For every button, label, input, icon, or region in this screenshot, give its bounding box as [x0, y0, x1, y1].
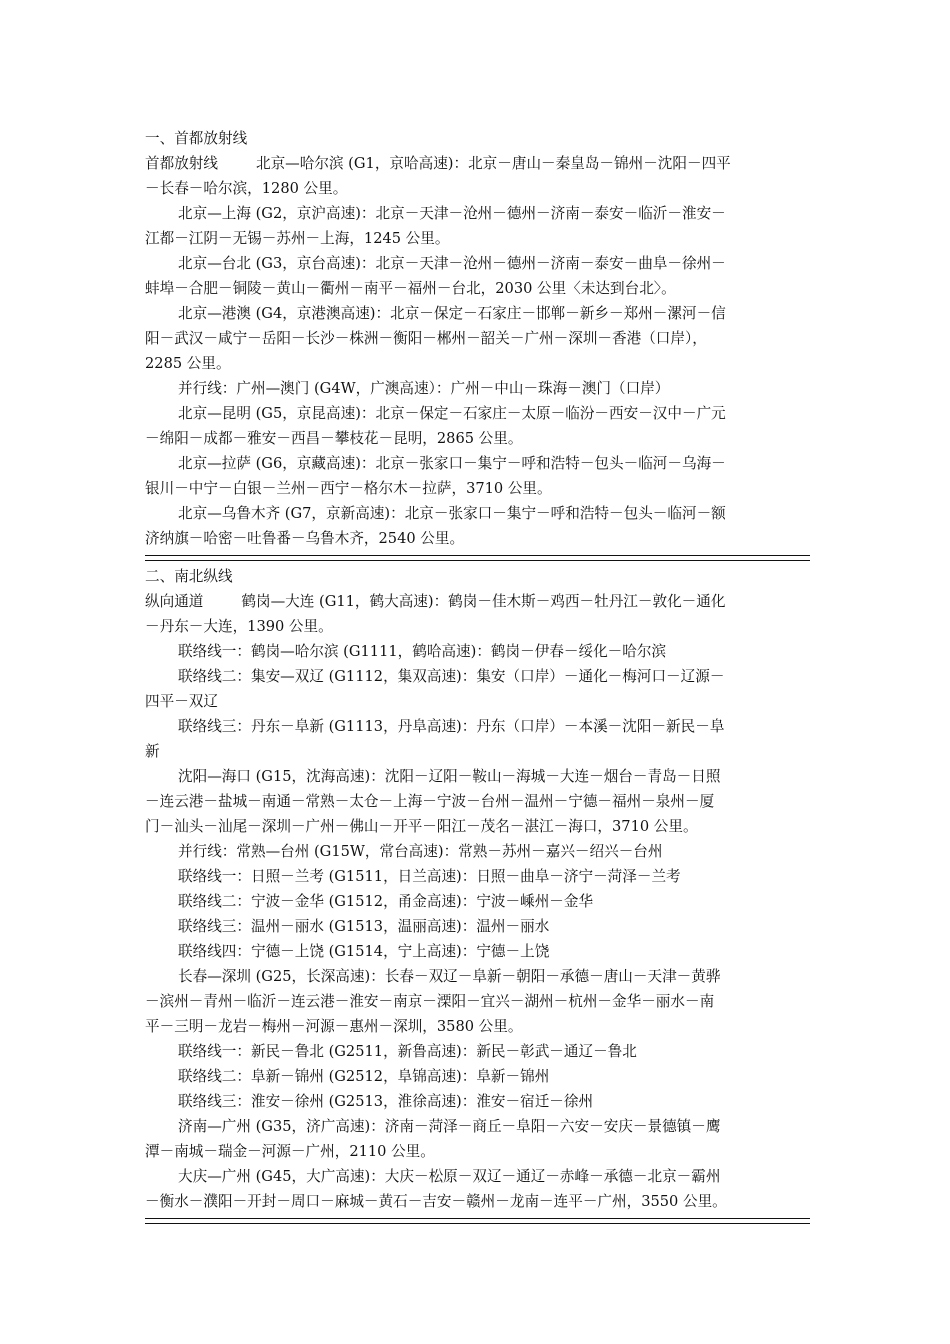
paragraph-line: [145, 589, 810, 614]
paragraph-line: 沈阳—海口 (G15，沈海高速)：沈阳－辽阳－鞍山－海城－大连－烟台－青岛－日照: [178, 768, 721, 785]
paragraph-line: 北京—台北 (G3，京台高速)：北京－天津－沧州－德州－济南－泰安－曲阜－徐州－: [178, 255, 726, 272]
section-lead-label: 首都放射线: [145, 155, 218, 172]
paragraph-line: 联络线三：淮安－徐州 (G2513，淮徐高速)：淮安－宿迁－徐州: [178, 1093, 594, 1110]
paragraph-line: 联络线四：宁德－上饶 (G1514，宁上高速)：宁德－上饶: [178, 943, 550, 960]
route-text: 北京—哈尔滨 (G1，京哈高速)：北京－唐山－秦皇岛－锦州－沈阳－四平: [255, 155, 731, 172]
section-heading: 二、南北纵线: [145, 568, 233, 585]
document-page: [145, 126, 810, 1227]
paragraph-line: 济南—广州 (G35，济广高速)：济南－菏泽－商丘－阜阳－六安－安庆－景德镇－鹰: [178, 1118, 721, 1135]
paragraph-line: 江都－江阴－无锡－苏州－上海，1245 公里。: [145, 230, 450, 247]
paragraph-line: 并行线：广州—澳门 (G4W，广澳高速）：广州－中山－珠海－澳门（口岸）: [178, 380, 670, 397]
paragraph-line: 2285 公里。: [145, 355, 231, 372]
paragraph-line: 联络线一：日照－兰考 (G1511，日兰高速)：日照－曲阜－济宁－菏泽－兰考: [178, 868, 681, 885]
paragraph-line: －丹东－大连，1390 公里。: [145, 618, 333, 635]
paragraph-line: 北京—昆明 (G5，京昆高速)：北京－保定－石家庄－太原－临汾－西安－汉中－广元: [178, 405, 726, 422]
section-divider: [145, 1218, 810, 1224]
paragraph-line: 联络线二：阜新－锦州 (G2512，阜锦高速)：阜新－锦州: [178, 1068, 550, 1085]
section-lead-label: 纵向通道: [145, 593, 204, 610]
paragraph-line: 蚌埠－合肥－铜陵－黄山－衢州－南平－福州－台北，2030 公里〈未达到台北〉。: [145, 280, 676, 297]
paragraph-line: 北京—上海 (G2，京沪高速)：北京－天津－沧州－德州－济南－泰安－临沂－淮安－: [178, 205, 726, 222]
route-text: 鹤岗—大连 (G11，鹤大高速)：鹤岗－佳木斯－鸡西－牡丹江－敦化－通化: [241, 593, 726, 610]
paragraph-line: －衡水－濮阳－开封－周口－麻城－黄石－吉安－赣州－龙南－连平－广州，3550 公里。: [145, 1193, 727, 1210]
paragraph-line: 银川－中宁－白银－兰州－西宁－格尔木－拉萨，3710 公里。: [145, 480, 552, 497]
paragraph-line: 济纳旗－哈密－吐鲁番－乌鲁木齐，2540 公里。: [145, 530, 465, 547]
paragraph-line: 平－三明－龙岩－梅州－河源－惠州－深圳，3580 公里。: [145, 1018, 523, 1035]
paragraph-line: 新: [145, 743, 160, 760]
paragraph-line: 北京—港澳 (G4，京港澳高速)：北京－保定－石家庄－邯郸－新乡－郑州－漯河－信: [178, 305, 726, 322]
paragraph-line: 并行线：常熟—台州 (G15W，常台高速)：常熟－苏州－嘉兴－绍兴－台州: [178, 843, 663, 860]
paragraph-line: 联络线三：温州－丽水 (G1513，温丽高速)：温州－丽水: [178, 918, 550, 935]
section-heading: 一、首都放射线: [145, 130, 248, 147]
paragraph-line: 潭－南城－瑞金－河源－广州，2110 公里。: [145, 1143, 435, 1160]
paragraph-line: 北京—拉萨 (G6，京藏高速)：北京－张家口－集宁－呼和浩特－包头－临河－乌海－: [178, 455, 726, 472]
paragraph-line: 四平－双辽: [145, 693, 218, 710]
paragraph-line: 长春—深圳 (G25，长深高速)：长春－双辽－阜新－朝阳－承德－唐山－天津－黄骅: [178, 968, 721, 985]
paragraph-line: 大庆—广州 (G45，大广高速)：大庆－松原－双辽－通辽－赤峰－承德－北京－霸州: [178, 1168, 721, 1185]
paragraph-line: －连云港－盐城－南通－常熟－太仓－上海－宁波－台州－温州－宁德－福州－泉州－厦: [145, 793, 715, 810]
section-divider: [145, 555, 810, 561]
paragraph-line: 联络线一：鹤岗—哈尔滨 (G1111，鹤哈高速)：鹤岗－伊春－绥化－哈尔滨: [178, 643, 667, 660]
paragraph-line: －长春－哈尔滨，1280 公里。: [145, 180, 348, 197]
paragraph-line: －绵阳－成都－雅安－西昌－攀枝花－昆明，2865 公里。: [145, 430, 523, 447]
paragraph-line: 联络线二：集安—双辽 (G1112，集双高速)：集安（口岸）－通化－梅河口－辽源－: [178, 668, 725, 685]
paragraph-line: 北京—乌鲁木齐 (G7，京新高速)：北京－张家口－集宁－呼和浩特－包头－临河－额: [178, 505, 726, 522]
paragraph-line: 联络线一：新民－鲁北 (G2511，新鲁高速)：新民－彰武－通辽－鲁北: [178, 1043, 637, 1060]
paragraph-line: 联络线二：宁波－金华 (G1512，甬金高速)：宁波－嵊州－金华: [178, 893, 594, 910]
paragraph-line: 联络线三：丹东－阜新 (G1113，丹阜高速)：丹东（口岸）－本溪－沈阳－新民－阜: [178, 718, 725, 735]
paragraph-line: [145, 151, 810, 176]
paragraph-line: 门－汕头－汕尾－深圳－广州－佛山－开平－阳江－茂名－湛江－海口，3710 公里。: [145, 818, 698, 835]
paragraph-line: 阳－武汉－咸宁－岳阳－长沙－株洲－衡阳－郴州－韶关－广州－深圳－香港（口岸），: [145, 330, 707, 347]
paragraph-line: －滨州－青州－临沂－连云港－淮安－南京－溧阳－宜兴－湖州－杭州－金华－丽水－南: [145, 993, 715, 1010]
